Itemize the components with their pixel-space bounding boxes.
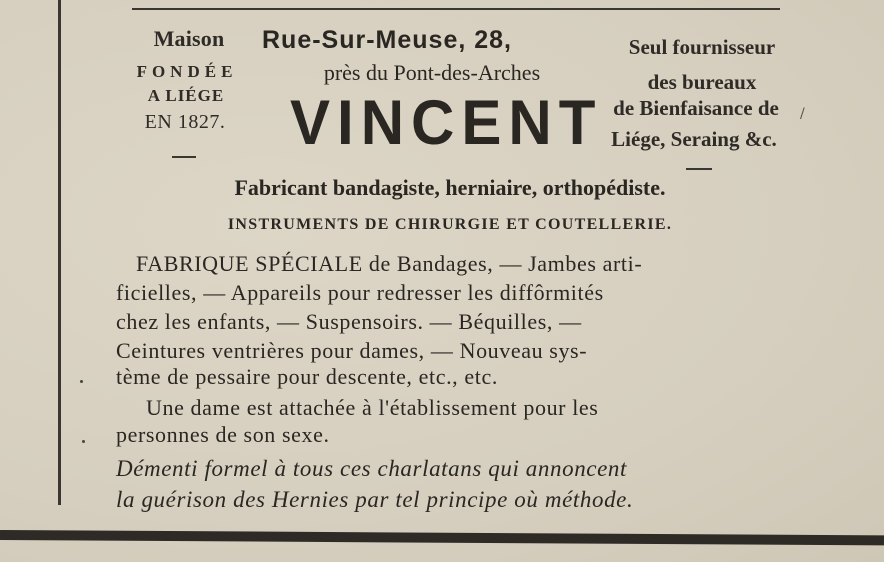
paragraph-1-line: chez les enfants, — Suspensoirs. — Béquilles, — xyxy=(116,309,582,334)
fondee-label: FONDÉE xyxy=(136,62,238,81)
paragraph-1-line: ficielles, — Appareils pour redresser les diffôrmités xyxy=(116,280,604,305)
supplier-line-2: des bureaux xyxy=(647,70,757,94)
ink-speck xyxy=(80,380,83,383)
paragraph-1-line: tème de pessaire pour descente, etc., etc. xyxy=(116,364,498,389)
a-liege-label: A LIÉGE xyxy=(147,86,225,105)
paragraph-1-line: Ceintures ventrières pour dames, — Nouveau sys- xyxy=(116,338,588,363)
supplier-line-3: de Bienfaisance de xyxy=(613,96,779,120)
bottom-rule xyxy=(0,530,884,545)
right-dash xyxy=(686,168,712,170)
business-name: VINCENT xyxy=(290,87,603,158)
left-border-rule xyxy=(58,0,61,505)
address-detail: près du Pont-des-Arches xyxy=(323,60,541,85)
disclaimer-line: Démenti formel à tous ces charlatans qui annoncent xyxy=(116,456,628,481)
address: Rue-Sur-Meuse, 28, xyxy=(262,26,513,54)
instruments-line: INSTRUMENTS DE CHIRURGIE ET COUTELLERIE. xyxy=(227,216,673,233)
left-dash xyxy=(172,156,196,158)
margin-mark: / xyxy=(800,106,805,122)
disclaimer-line: la guérison des Hernies par tel principe où méthode. xyxy=(116,487,634,512)
ink-speck xyxy=(82,440,85,443)
paragraph-1-line: FABRIQUE SPÉCIALE de Bandages, — Jambes arti- xyxy=(136,251,643,276)
trade-description: Fabricant bandagiste, herniaire, orthopédiste. xyxy=(234,175,666,200)
maison-label: Maison xyxy=(153,26,225,51)
paragraph-2-line: Une dame est attachée à l'établissement pour les xyxy=(146,395,599,420)
supplier-line-1: Seul fournisseur xyxy=(628,35,776,59)
supplier-line-4: Liége, Seraing &c. xyxy=(611,127,777,151)
top-rule xyxy=(132,8,780,10)
founding-year: EN 1827. xyxy=(144,111,226,133)
paragraph-2-line: personnes de son sexe. xyxy=(116,422,330,447)
